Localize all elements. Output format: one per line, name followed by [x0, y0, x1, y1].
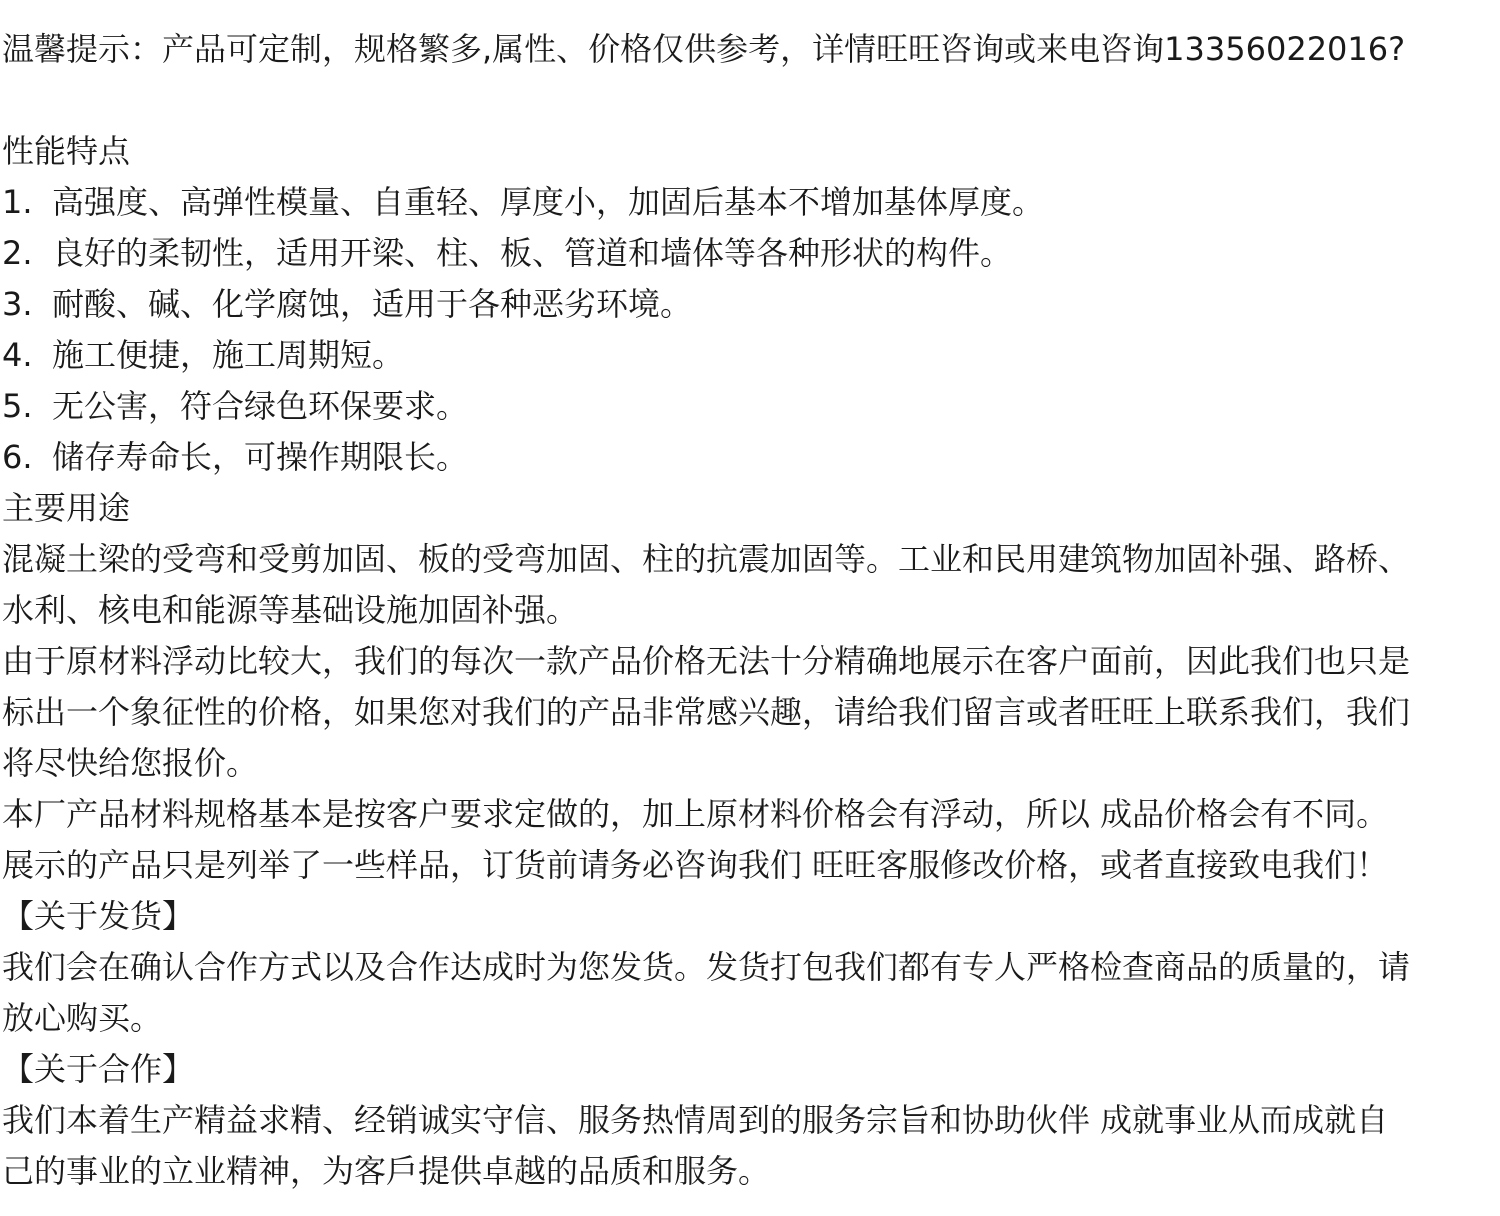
custom-note-line: 展示的产品只是列举了一些样品，订货前请务必咨询我们 旺旺客服修改价格，或者直接致电我们！: [2, 846, 1389, 884]
notice-line: 温馨提示：产品可定制，规格繁多,属性、价格仅供参考，详情旺旺咨询或来电咨询13356022016?: [2, 30, 1406, 68]
feature-number: 5.: [2, 387, 33, 425]
feature-item: [2, 234, 1013, 272]
feature-text: 储存寿命长，可操作期限长。: [52, 438, 469, 476]
price-note-line: 标出一个象征性的价格，如果您对我们的产品非常感兴趣，请给我们留言或者旺旺上联系我们，我们: [2, 693, 1411, 731]
custom-note-line: 本厂产品材料规格基本是按客户要求定做的，加上原材料价格会有浮动，所以 成品价格会有不同。: [2, 795, 1389, 833]
feature-text: 无公害，符合绿色环保要求。: [52, 387, 469, 425]
usage-heading: 主要用途: [2, 489, 131, 527]
feature-item: [2, 387, 469, 425]
feature-number: 3.: [2, 285, 33, 323]
feature-text: 耐酸、碱、化学腐蚀，适用于各种恶劣环境。: [52, 285, 693, 323]
feature-item: [2, 285, 693, 323]
feature-text: 高强度、高弹性模量、自重轻、厚度小，加固后基本不增加基体厚度。: [52, 183, 1045, 221]
feature-item: [2, 336, 405, 374]
price-note-line: 由于原材料浮动比较大，我们的每次一款产品价格无法十分精确地展示在客户面前，因此我们也只是: [2, 642, 1411, 680]
features-heading: 性能特点: [2, 132, 131, 170]
feature-number: 2.: [2, 234, 33, 272]
feature-number: 1.: [2, 183, 33, 221]
cooperation-line: 己的事业的立业精神，为客戶提供卓越的品质和服务。: [2, 1152, 771, 1190]
shipping-heading: 【关于发货】: [2, 897, 195, 935]
cooperation-heading: 【关于合作】: [2, 1050, 195, 1088]
feature-item: [2, 438, 469, 476]
shipping-line: 我们会在确认合作方式以及合作达成时为您发货。发货打包我们都有专人严格检查商品的质量的，请: [2, 948, 1411, 986]
shipping-line: 放心购买。: [2, 999, 163, 1037]
feature-text: 良好的柔韧性，适用开梁、柱、板、管道和墙体等各种形状的构件。: [52, 234, 1013, 272]
cooperation-line: 我们本着生产精益求精、经销诚实守信、服务热情周到的服务宗旨和协助伙伴 成就事业从而成就自: [2, 1101, 1389, 1139]
usage-line: 水利、核电和能源等基础设施加固补强。: [2, 591, 579, 629]
usage-line: 混凝土梁的受弯和受剪加固、板的受弯加固、柱的抗震加固等。工业和民用建筑物加固补强、路桥、: [2, 540, 1411, 578]
price-note-line: 将尽快给您报价。: [2, 744, 259, 782]
feature-number: 6.: [2, 438, 33, 476]
feature-number: 4.: [2, 336, 33, 374]
feature-text: 施工便捷，施工周期短。: [52, 336, 405, 374]
feature-item: [2, 183, 1045, 221]
